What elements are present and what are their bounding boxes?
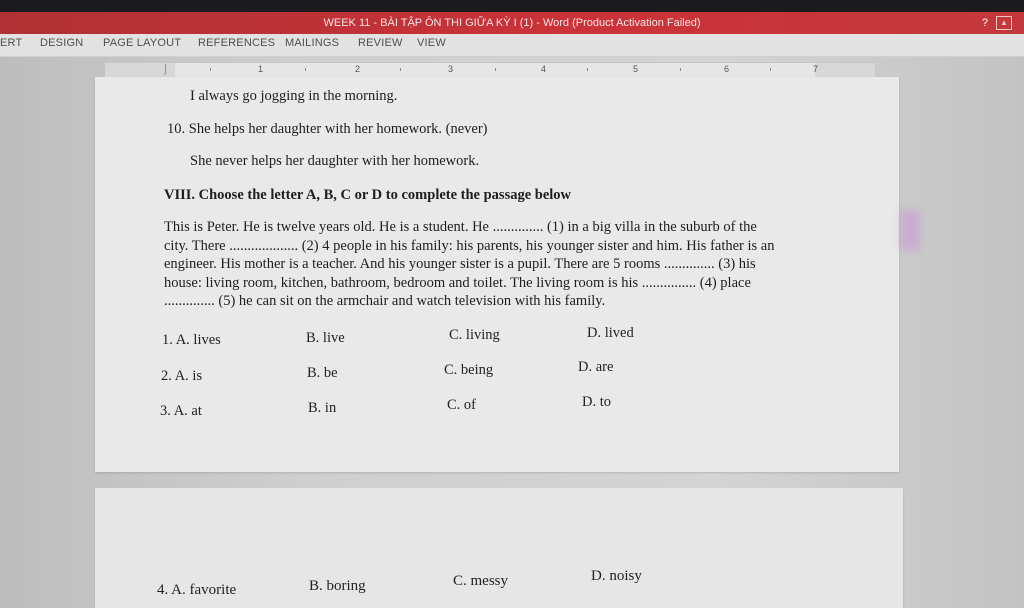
passage-paragraph xyxy=(164,218,834,311)
question-2-option-d: D. are xyxy=(578,359,614,375)
ruler-number: 7 xyxy=(813,64,819,74)
ruler-number: 4 xyxy=(541,64,547,74)
question-3-option-a: 3. A. at xyxy=(160,403,202,419)
tab-design[interactable]: DESIGN xyxy=(40,37,84,49)
ruler-tick xyxy=(770,68,771,71)
ruler-number: 1 xyxy=(258,64,264,74)
title-bar xyxy=(0,12,1024,34)
horizontal-ruler[interactable] xyxy=(105,62,875,78)
question-4-option-a: 4. A. favorite xyxy=(157,582,237,598)
question-1-option-a: 1. A. lives xyxy=(162,332,221,348)
question-4-option-b: B. boring xyxy=(309,578,366,594)
question-3-option-c: C. of xyxy=(447,397,476,413)
passage-line: This is Peter. He is twelve years old. He is a student. He .............. (1) in a big villa in the suburb of the xyxy=(164,219,757,235)
ruler-tick xyxy=(210,68,211,71)
passage-line: .............. (5) he can sit on the armchair and watch television with his family. xyxy=(164,293,606,309)
answer-line-10: She never helps her daughter with her homework. xyxy=(190,153,480,169)
ribbon-display-options-icon[interactable]: ▲ xyxy=(996,16,1012,30)
passage-line: house: living room, kitchen, bathroom, bedroom and toilet. The living room is his ............... (4) place xyxy=(164,274,751,291)
tab-view[interactable]: VIEW xyxy=(417,37,446,49)
ruler-tick xyxy=(587,68,588,71)
passage-line: city. There ................... (2) 4 people in his family: his parents, his younger sister and him. His father is an xyxy=(164,237,775,254)
question-line-10: 10. She helps her daughter with her homework. (never) xyxy=(167,121,488,137)
tab-page-layout[interactable]: PAGE LAYOUT xyxy=(103,37,182,49)
question-1-option-d: D. lived xyxy=(587,325,634,341)
question-2-option-a: 2. A. is xyxy=(161,368,203,384)
tab-insert[interactable]: ERT xyxy=(0,37,23,49)
tab-references[interactable]: REFERENCES xyxy=(198,37,276,49)
ruler-tick xyxy=(680,68,681,71)
question-3-option-d: D. to xyxy=(582,394,611,410)
ruler-tick xyxy=(400,68,401,71)
passage-line: engineer. His mother is a teacher. And his younger sister is a pupil. There are 5 rooms .............. (3) his xyxy=(164,256,756,272)
ruler-tick xyxy=(305,68,306,71)
question-1-option-b: B. live xyxy=(306,330,345,346)
section-heading: VIII. Choose the letter A, B, C or D to complete the passage below xyxy=(164,187,572,203)
ruler-number: 2 xyxy=(355,64,361,74)
ruler-number: 3 xyxy=(448,64,454,74)
window-title: WEEK 11 - BÀI TẬP ÔN THI GIỮA KỲ I (1) - Word (Product Activation Failed) xyxy=(323,17,701,29)
question-4-option-d: D. noisy xyxy=(591,568,642,584)
ruler-tick xyxy=(495,68,496,71)
question-1-option-c: C. living xyxy=(449,327,500,343)
ruler-number: 5 xyxy=(633,64,639,74)
question-2-option-c: C. being xyxy=(444,362,494,378)
ruler-number: 6 xyxy=(724,64,730,74)
question-2-option-b: B. be xyxy=(307,365,338,381)
screen-glare xyxy=(900,210,920,250)
ribbon-tabs xyxy=(0,34,1024,57)
indent-marker-icon[interactable]: ⌡ xyxy=(163,64,169,74)
answer-line-9: I always go jogging in the morning. xyxy=(190,88,398,104)
tab-mailings[interactable]: MAILINGS xyxy=(285,37,340,49)
help-button[interactable]: ? xyxy=(981,17,988,29)
screen-top-bezel xyxy=(0,0,1024,12)
tab-review[interactable]: REVIEW xyxy=(358,37,403,49)
question-3-option-b: B. in xyxy=(308,400,337,416)
question-4-option-c: C. messy xyxy=(453,573,509,589)
